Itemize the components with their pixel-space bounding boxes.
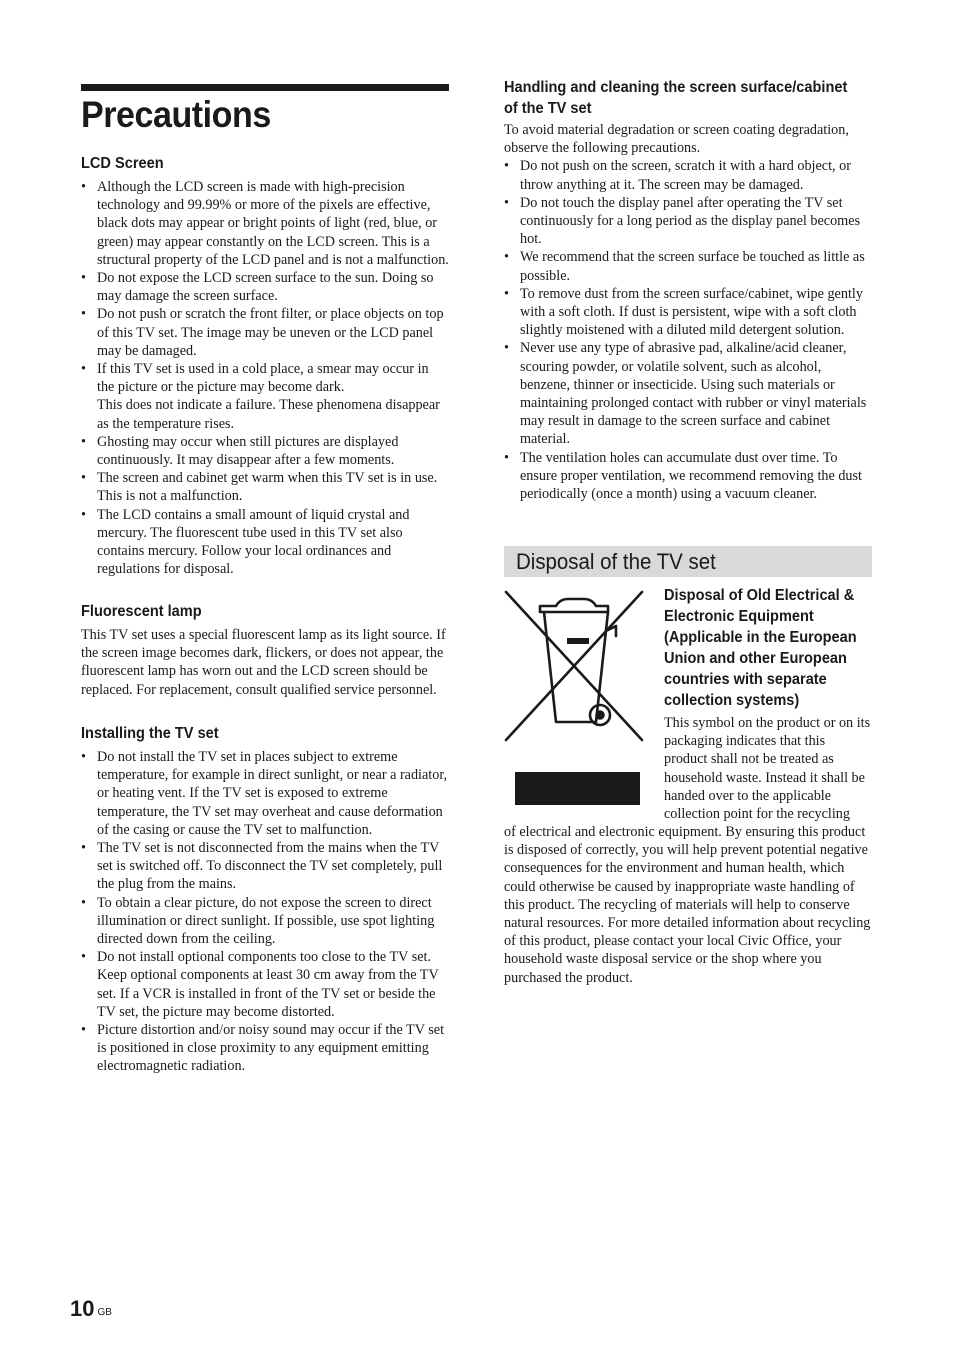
disposal-section-bar	[504, 546, 872, 577]
heading-installing: Installing the TV set	[81, 725, 219, 742]
list-cleaning	[504, 157, 872, 503]
paragraph-fluorescent-lamp: This TV set uses a special fluorescent lamp as its light source. If the screen image becomes dark, flickers, or does not appear, the fluorescent lamp has worn out and the LCD screen should be replaced. For replacement, consult qualified service personnel.	[81, 627, 446, 698]
heading-weee-disposal: Disposal of Old Electrical & Electronic Equipment (Applicable in the European Union and other European countries with separate collection systems)	[664, 587, 857, 709]
list-item: • The TV set is not disconnected from the mains when the TV set is switched off. To disconnect the TV set completely, pull the plug from the mains.	[81, 839, 449, 894]
paragraph-cleaning-intro: To avoid material degradation or screen coating degradation, observe the following precautions.	[504, 122, 849, 157]
list-item: • Do not touch the display panel after operating the TV set continuously for a long period as the display panel becomes hot.	[504, 194, 872, 249]
heading-handling-cleaning: Handling and cleaning the screen surface/cabinet of the TV set	[504, 79, 848, 117]
list-item: • We recommend that the screen surface be touched as little as possible.	[504, 248, 872, 284]
paragraph-weee-part2: of electrical and electronic equipment. By ensuring this product is disposed of correctly, you will help prevent potential negative consequences for the environment and human health, which could otherwise be caused by inappropriate waste handling of this product. The recycling of materials will help to conserve natural resources. For more detailed information about recycling of this product, please contact your local Civic Office, your household waste disposal service or the shop where you purchased the product.	[504, 824, 871, 986]
list-item: • Do not push or scratch the front filter, or place objects on top of this TV set. The image may be uneven or the LCD panel may be damaged.	[81, 305, 449, 360]
list-item: • To remove dust from the screen surface/cabinet, wipe gently with a soft cloth. If dust is persistent, wipe with a soft cloth slightly moistened with a diluted mild detergent solution.	[504, 285, 872, 340]
list-item: • Never use any type of abrasive pad, alkaline/acid cleaner, scouring powder, or volatile solvent, such as alcohol, benzene, thinner or insecticide. Using such materials or maintaining prolonged contact with rubber or vinyl materials may result in damage to the screen surface and cabinet material.	[504, 339, 872, 448]
heading-fluorescent-lamp: Fluorescent lamp	[81, 603, 202, 620]
list-item: • Do not install the TV set in places subject to extreme temperature, for example in direct sunlight, or near a radiator, or heating vent. If the TV set is exposed to extreme temperature, the TV set may overheat and cause deformation of the casing or cause the TV set to malfunction.	[81, 748, 449, 839]
title-rule	[81, 84, 449, 91]
list-item: • Picture distortion and/or noisy sound may occur if the TV set is positioned in close proximity to any equipment emitting electromagnetic radiation.	[81, 1021, 449, 1076]
list-item-line1: If this TV set is used in a cold place, a smear may occur in the picture or the picture may become dark. This does not indicate a failure. These phenomena disappear as the temperature rises.	[97, 361, 440, 432]
page-number-value: 10	[70, 1296, 95, 1321]
section-fluorescent-lamp	[81, 602, 449, 699]
list-installing	[81, 748, 449, 1076]
list-item: • Although the LCD screen is made with high-precision technology and 99.99% or more of the pixels are effective, black dots may appear or bright points of light (red, blue, or green) may appear constantly on the LCD screen. This is a structural property of the LCD panel and is not a malfunction.	[81, 178, 449, 269]
list-lcd-screen	[81, 178, 449, 578]
paragraph-weee-part1: This symbol on the product or on its packaging indicates that this product shall not be treated as household waste. Instead it shall be handed over to the applicable collection point for the recycling	[664, 715, 871, 823]
list-item	[81, 360, 449, 433]
disposal-section-title: Disposal of the TV set	[516, 549, 716, 574]
section-lcd-screen	[81, 154, 449, 578]
crossed-out-wheelie-bin-icon	[504, 590, 644, 742]
page-number	[70, 1296, 112, 1322]
page-title: Precautions	[81, 94, 271, 135]
list-item: • The LCD contains a small amount of liquid crystal and mercury. The fluorescent tube used in this TV set also contains mercury. Follow your local ordinances and regulations for disposal.	[81, 506, 449, 579]
list-item: • The screen and cabinet get warm when this TV set is in use. This is not a malfunction.	[81, 469, 449, 505]
list-item: • To obtain a clear picture, do not expose the screen to direct illumination or direct sunlight. If possible, use spot lighting directed down from the ceiling.	[81, 894, 449, 949]
list-item: • The ventilation holes can accumulate dust over time. To ensure proper ventilation, we recommend removing the dust periodically (once a month) using a vacuum cleaner.	[504, 449, 872, 504]
section-installing	[81, 724, 449, 1076]
list-item: • Ghosting may occur when still pictures are displayed continuously. It may disappear after a few moments.	[81, 433, 449, 469]
black-bar	[515, 772, 640, 805]
list-item: • Do not install optional components too close to the TV set. Keep optional components at least 30 cm away from the TV set. If a VCR is installed in front of the TV set or beside the TV set, the picture may become distorted.	[81, 948, 449, 1021]
section-handling-cleaning	[504, 77, 872, 503]
locale-code: GB	[97, 1307, 112, 1318]
list-item: • Do not expose the LCD screen surface to the sun. Doing so may damage the screen surface.	[81, 269, 449, 305]
list-item: • Do not push on the screen, scratch it with a hard object, or throw anything at it. The screen may be damaged.	[504, 157, 872, 193]
heading-lcd-screen: LCD Screen	[81, 155, 164, 172]
